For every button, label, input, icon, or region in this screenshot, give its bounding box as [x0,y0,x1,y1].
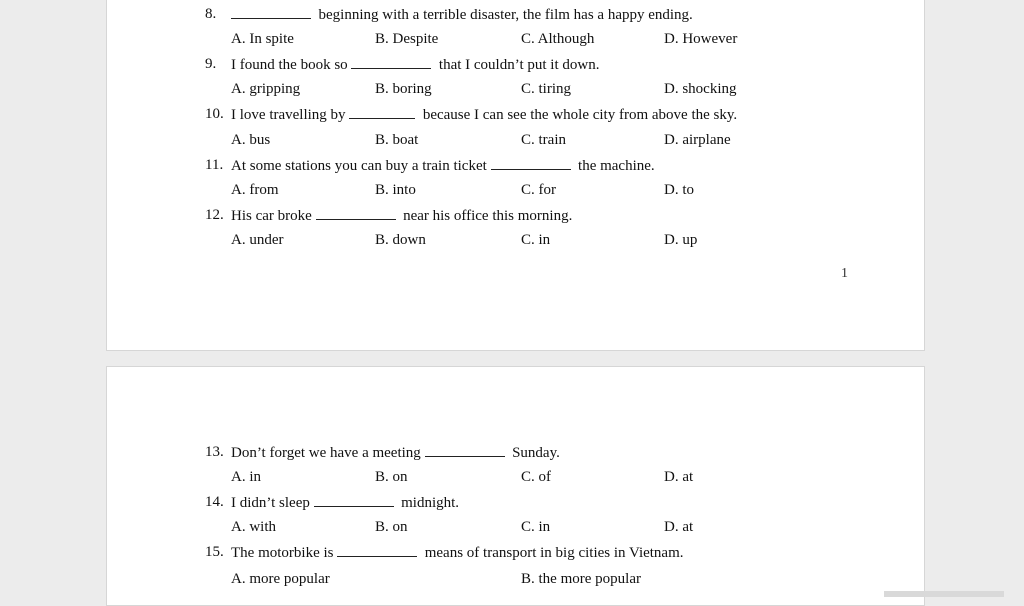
stem-after: the machine. [578,158,655,174]
option-d: D. to [664,182,694,198]
stem-after: because I can see the whole city from above the sky. [422,107,738,123]
option-b: B. down [375,232,426,248]
option-d: D. at [664,469,694,485]
question-stem [231,205,572,226]
document-page-2 [106,366,925,606]
answer-blank [491,155,571,170]
option-a: A. In spite [231,31,294,47]
options-11 [107,180,926,200]
question-stem [231,155,655,176]
options-8 [107,29,926,49]
question-stem [231,542,684,563]
question-15 [107,542,926,562]
question-number: 13. [205,444,224,460]
option-c: C. in [521,519,551,535]
options-15 [107,569,926,589]
question-number: 14. [205,494,224,510]
options-10 [107,130,926,150]
option-c: C. of [521,469,551,485]
stem-before: I found the book so [231,57,348,73]
question-number: 8. [205,6,217,22]
stem-before: At some stations you can buy a train ticket [231,158,487,174]
option-d: D. airplane [664,132,731,148]
question-11 [107,155,926,175]
option-c: C. in [521,232,551,248]
option-c: C. Although [521,31,595,47]
question-number: 15. [205,544,224,560]
answer-blank [231,4,311,19]
option-a: A. more popular [231,571,330,587]
answer-blank [314,492,394,507]
page-number: 1 [841,266,848,281]
stem-after: midnight. [401,495,460,511]
option-d: D. However [664,31,738,47]
options-9 [107,79,926,99]
stem-after: beginning with a terrible disaster, the film has a happy ending. [318,7,693,23]
question-number: 12. [205,207,224,223]
option-a: A. in [231,469,261,485]
option-d: D. shocking [664,81,737,97]
option-b: B. into [375,182,416,198]
stem-before: I didn’t sleep [231,495,310,511]
stem-before: The motorbike is [231,545,334,561]
stem-before: His car broke [231,208,312,224]
question-number: 10. [205,106,224,122]
question-8 [107,4,926,24]
answer-blank [337,542,417,557]
answer-blank [425,442,505,457]
option-c: C. for [521,182,556,198]
option-b: B. the more popular [521,571,641,587]
question-14 [107,492,926,512]
option-b: B. Despite [375,31,439,47]
question-stem [231,54,599,75]
question-stem [231,4,693,25]
answer-blank [349,104,415,119]
horizontal-scrollbar[interactable] [884,591,1004,597]
question-number: 11. [205,157,224,173]
question-stem [231,104,737,125]
answer-blank [351,54,431,69]
option-d: D. at [664,519,694,535]
option-c: C. tiring [521,81,572,97]
question-stem [231,492,459,513]
option-b: B. boring [375,81,432,97]
option-a: A. gripping [231,81,301,97]
question-12 [107,205,926,225]
option-b: B. boat [375,132,419,148]
option-a: A. with [231,519,276,535]
question-number: 9. [205,56,217,72]
answer-blank [316,205,396,220]
question-10 [107,104,926,124]
option-a: A. bus [231,132,271,148]
stem-after: near his office this morning. [403,208,573,224]
stem-after: means of transport in big cities in Vietnam. [424,545,684,561]
option-a: A. under [231,232,284,248]
option-d: D. up [664,232,698,248]
stem-after: Sunday. [512,445,560,461]
options-12 [107,230,926,250]
stem-before: I love travelling by [231,107,346,123]
option-b: B. on [375,469,408,485]
document-page-1 [106,0,925,351]
option-c: C. train [521,132,566,148]
options-14 [107,517,926,537]
stem-before: Don’t forget we have a meeting [231,445,421,461]
option-b: B. on [375,519,408,535]
question-stem [231,442,560,463]
question-9 [107,54,926,74]
option-a: A. from [231,182,279,198]
question-13 [107,442,926,462]
options-13 [107,467,926,487]
stem-after: that I couldn’t put it down. [438,57,600,73]
